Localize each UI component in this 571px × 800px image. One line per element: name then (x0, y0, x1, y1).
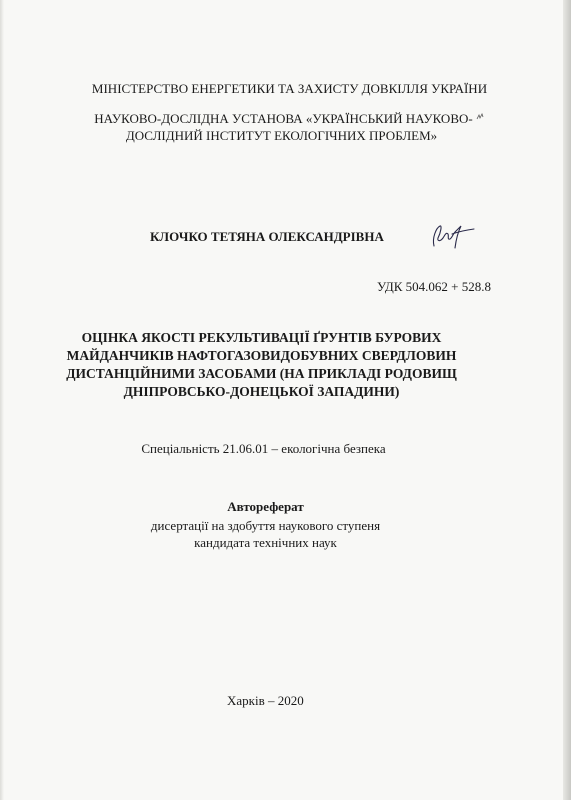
institution-line-2: ДОСЛІДНИЙ ІНСТИТУТ ЕКОЛОГІЧНИХ ПРОБЛЕМ» (125, 128, 438, 143)
city-year: Харків – 2020 (227, 693, 304, 708)
title-line-3: ДИСТАНЦІЙНИМИ ЗАСОБАМИ (НА ПРИКЛАДІ РОДОВИЩ (66, 366, 457, 381)
title-line-1: ОЦІНКА ЯКОСТІ РЕКУЛЬТИВАЦІЇ ҐРУНТІВ БУРОВИХ (81, 330, 442, 345)
degree-line: кандидата технічних наук (194, 535, 337, 550)
specialty-line: Спеціальність 21.06.01 – екологічна безпека (141, 441, 386, 456)
ministry-heading: МІНІСТЕРСТВО ЕНЕРГЕТИКИ ТА ЗАХИСТУ ДОВКІЛЛЯ УКРАЇНИ (91, 81, 488, 96)
udk-code: УДК 504.062 + 528.8 (377, 279, 492, 294)
author-name: КЛОЧКО ТЕТЯНА ОЛЕКСАНДРІВНА (150, 229, 384, 244)
abstract-label: Автореферат (227, 499, 304, 514)
pen-mark-icon (476, 113, 484, 121)
handwritten-signature (428, 220, 476, 252)
title-line-2: МАЙДАНЧИКІВ НАФТОГАЗОВИДОБУВНИХ СВЕРДЛОВИН (66, 348, 457, 363)
institution-line-1: НАУКОВО-ДОСЛІДНА УСТАНОВА «УКРАЇНСЬКИЙ НАУКОВО- (94, 111, 473, 126)
title-line-4: ДНІПРОВСЬКО-ДОНЕЦЬКОЇ ЗАПАДИНИ) (123, 384, 400, 399)
dissertation-line: дисертації на здобуття наукового ступеня (150, 518, 381, 533)
